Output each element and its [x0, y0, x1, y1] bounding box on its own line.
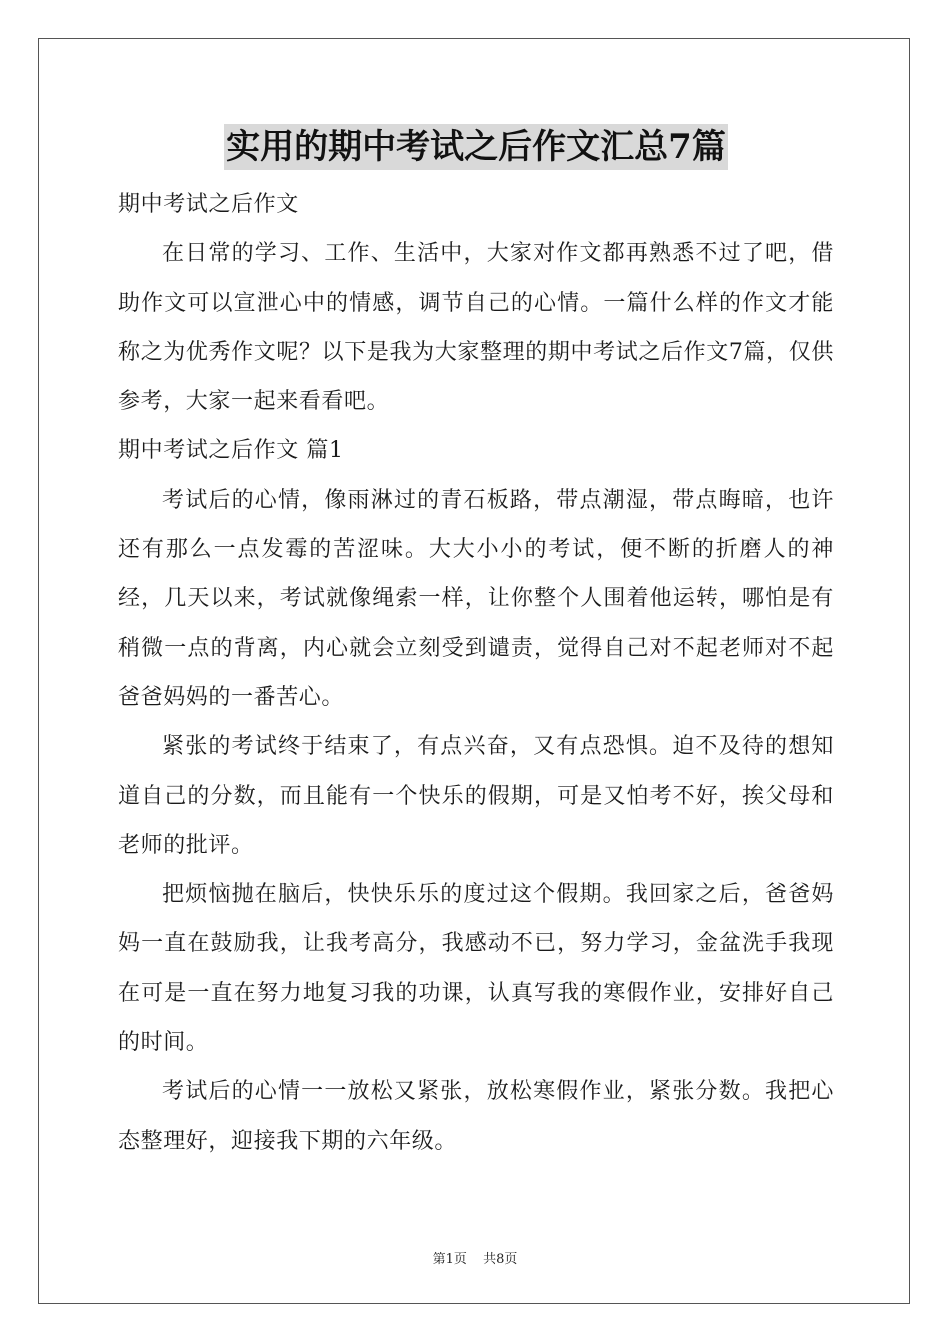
paragraph-4: 考试后的心情一一放松又紧张，放松寒假作业，紧张分数。我把心态整理好，迎接我下期的六年级。	[118, 1079, 834, 1154]
title-container	[118, 124, 834, 170]
document-body	[118, 124, 834, 1166]
page-footer	[0, 1248, 950, 1267]
intro-paragraph: 在日常的学习、工作、生活中，大家对作文都再熟悉不过了吧，借助作文可以宣泄心中的情感，调节自己的心情。一篇什么样的作文才能称之为优秀作文呢？以下是我为大家整理的期中考试之后作文7篇，仅供参考，大家一起来看看吧。	[118, 241, 834, 415]
page-number: 第1页	[432, 1252, 467, 1267]
section-heading: 期中考试之后作文 篇1	[118, 438, 344, 464]
intro-heading: 期中考试之后作文	[118, 192, 299, 217]
document-title: 实用的期中考试之后作文汇总7篇	[224, 124, 728, 170]
paragraph-3: 把烦恼抛在脑后，快快乐乐的度过这个假期。我回家之后，爸爸妈妈一直在鼓励我，让我考高分，我感动不已，努力学习，金盆洗手我现在可是一直在努力地复习我的功课，认真写我的寒假作业，安排好自己的时间。	[118, 882, 834, 1056]
page-total: 共8页	[483, 1252, 518, 1267]
paragraph-2: 紧张的考试终于结束了，有点兴奋，又有点恐惧。迫不及待的想知道自己的分数，而且能有一个快乐的假期，可是又怕考不好，挨父母和老师的批评。	[118, 734, 834, 858]
paragraph-1: 考试后的心情，像雨淋过的青石板路，带点潮湿，带点晦暗，也许还有那么一点发霉的苦涩味。大大小小的考试，便不断的折磨人的神经，几天以来，考试就像绳索一样，让你整个人围着他运转，哪怕是有稍微一点的背离，内心就会立刻受到谴责，觉得自己对不起老师对不起爸爸妈妈的一番苦心。	[118, 487, 834, 710]
